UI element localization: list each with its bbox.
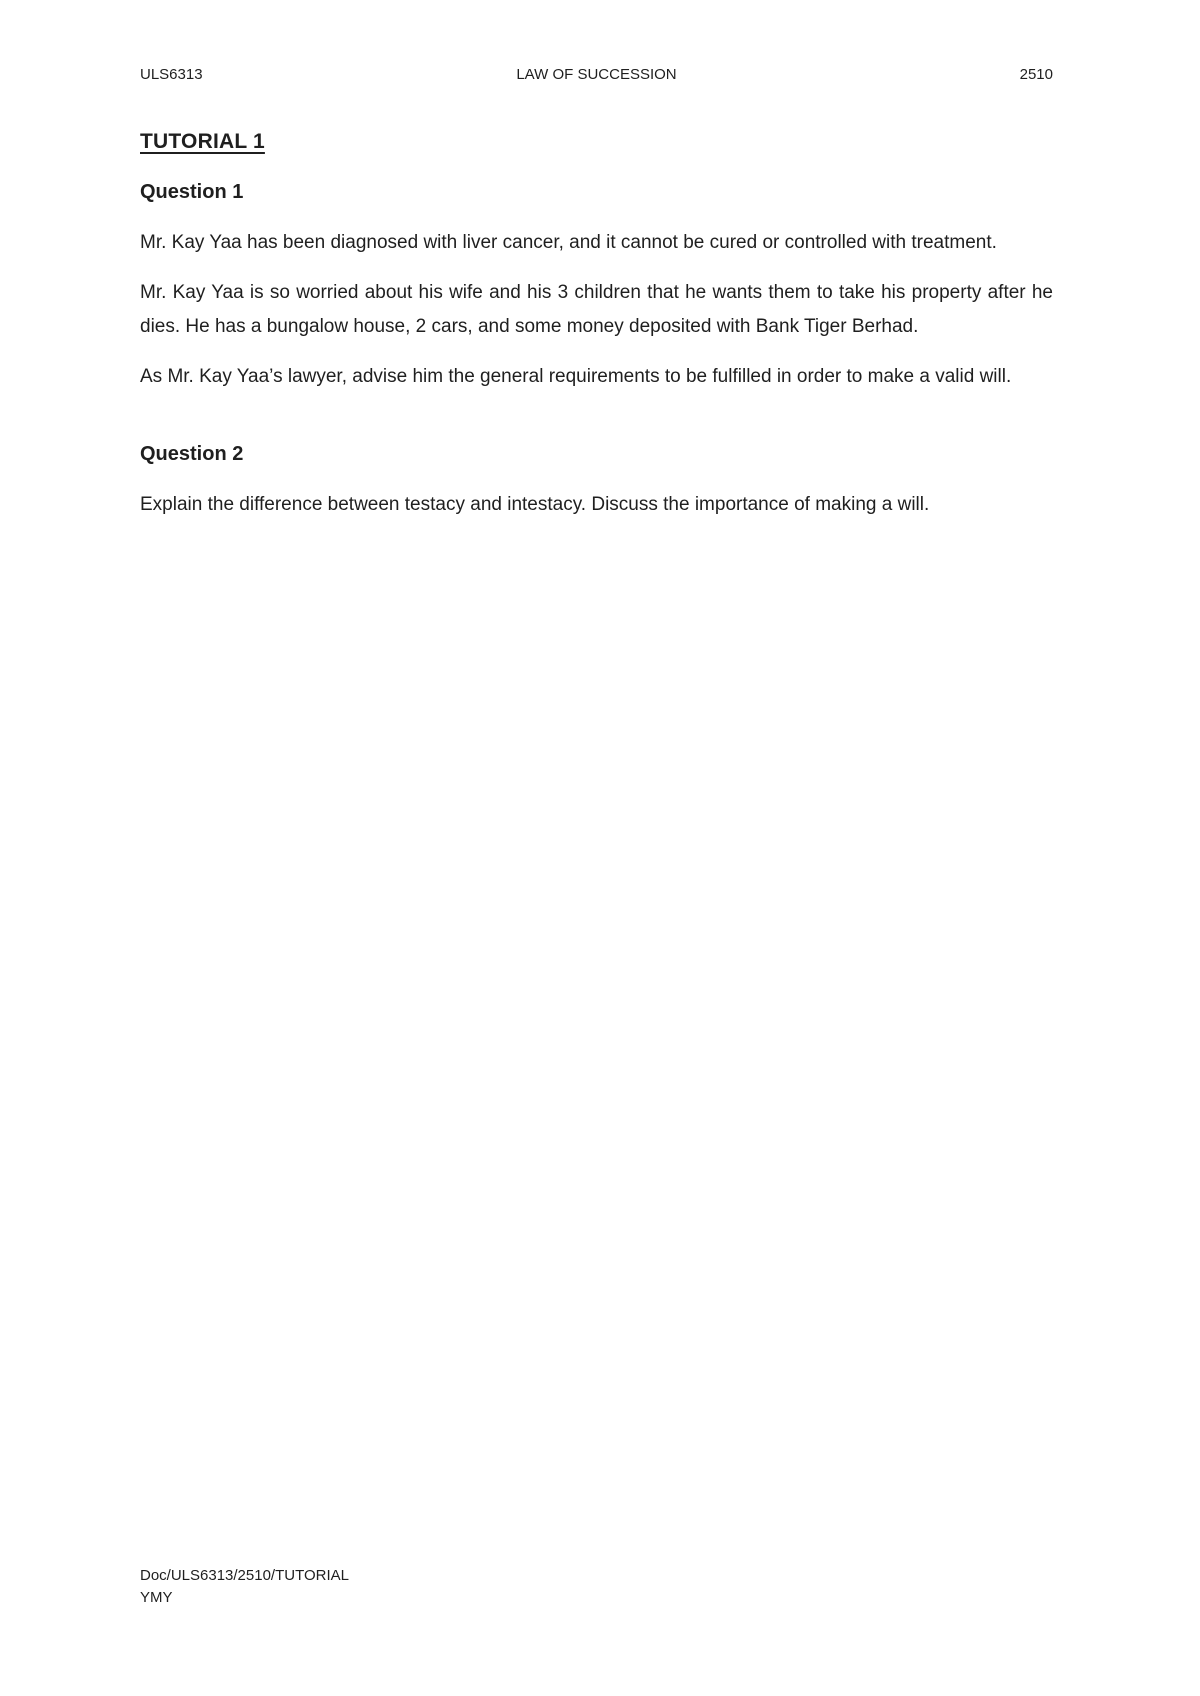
question-2-section [140,442,1053,522]
header-session-code: 2510 [1019,66,1053,83]
header-course-title: LAW OF SUCCESSION [516,66,677,83]
question-1-paragraph-1: Mr. Kay Yaa has been diagnosed with liver cancer, and it cannot be cured or controlled with treatment. [140,232,997,253]
question-1-paragraph-3: As Mr. Kay Yaa’s lawyer, advise him the general requirements to be fulfilled in order to make a valid will. [140,366,1012,387]
question-1-section [140,180,1053,394]
header-course-code: ULS6313 [140,66,203,83]
page-header [140,66,1053,84]
question-1-heading: Question 1 [140,181,244,203]
footer-author-initials: YMY [140,1589,173,1606]
question-2-paragraph-1: Explain the difference between testacy and intestacy. Discuss the importance of making a will. [140,494,930,515]
question-2-heading: Question 2 [140,443,244,465]
footer-document-reference: Doc/ULS6313/2510/TUTORIAL [140,1567,349,1584]
page-footer [140,1565,349,1609]
document-title: TUTORIAL 1 [140,130,265,153]
document-body [140,130,1053,538]
question-1-paragraph-2: Mr. Kay Yaa is so worried about his wife and his 3 children that he wants them to take his property after he dies. He has a bungalow house, 2 cars, and some money deposited with Bank Tiger Berhad. [140,282,1053,337]
